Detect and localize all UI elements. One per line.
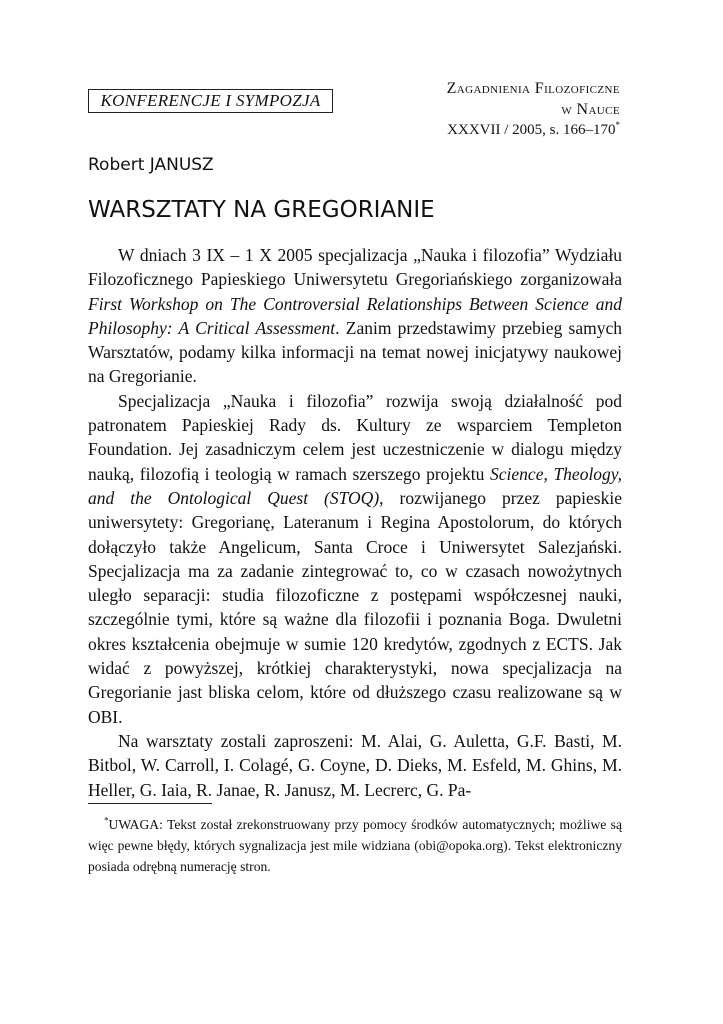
journal-volume-pages: XXXVII / 2005, s. 166–170: [447, 122, 616, 138]
footnote-mark: *: [104, 815, 109, 826]
paragraph-2: [88, 389, 622, 729]
article-body: [88, 243, 622, 802]
footnote-divider: [88, 803, 212, 804]
paragraph-1: [88, 243, 622, 389]
paragraph-2-text-a: Specjalizacja „Nauka i filozofia” rozwija swoją działalność pod patronatem Papieskiej Rady ds. Kultury ze wsparciem Templeton Foundation. Jej zasadniczym celem jest uczestniczenie w dialogu między nauką, filozofią i teologią w ramach szerszego projektu: [88, 390, 622, 484]
footnote: [88, 814, 622, 877]
journal-info: [447, 78, 620, 141]
paragraph-1-text-a: W dniach 3 IX – 1 X 2005 specjalizacja „Nauka i filozofia” Wydziału Filozoficznego Papieskiego Uniwersytetu Gregoriańskiego zorganizowała: [88, 245, 622, 290]
paragraph-1-text-b: . Zanim przedstawimy przebieg samych Warsztatów, podamy kilka informacji na temat nowej inicjatywy naukowej na Gregorianie.: [88, 317, 623, 387]
footnote-marker: *: [615, 120, 620, 130]
journal-subtitle: w Nauce: [561, 101, 620, 118]
footnote-text: UWAGA: Tekst został zrekonstruowany przy pomocy środków automatycznych; możliwe są więc pewne błędy, których sygnalizacja jest mile widziana (obi@opoka.org). Tekst elektroniczny posiada odrębną numerację stron.: [88, 817, 622, 874]
paragraph-2-text-b: , rozwijanego przez papieskie uniwersytety: Gregorianę, Lateranum i Regina Apostolorum, do których dołączyło także Angelicum, Santa Croce i Uniwersytet Salezjański. Specjalizacja ma za zadanie zintegrować to, co w czasach nowożytnych uległo separacji: studia filozoficzne z postępami współczesnej nauki, szczególnie tymi, które są ważne dla filozofii i poznania Boga. Dwuletni okres kształcenia obejmuje w sumie 120 kredytów, zgodnych z ECTS. Jak widać z powyższej, krótkiej charakterystyki, nowa specjalizacja na Gregorianie jast bliska celom, które od dłuższego czasu realizowane są w OBI.: [88, 487, 622, 727]
project-title: Science, Theology, and the Ontological Quest (STOQ): [88, 463, 622, 508]
journal-name: Zagadnienia Filozoficzne: [446, 80, 620, 97]
author-name: Robert JANUSZ: [88, 155, 214, 175]
article-title: WARSZTATY NA GREGORIANIE: [88, 197, 435, 223]
paragraph-3: Na warsztaty zostali zaproszeni: M. Alai, G. Auletta, G.F. Basti, M. Bitbol, W. Carroll, I. Colagé, G. Coyne, D. Dieks, M. Esfeld, M. Ghins, M. Heller, G. Iaia, R. Janae, R. Janusz, M. Lecrerc, G. Pa-: [88, 730, 622, 800]
workshop-title: First Workshop on The Controversial Relationships Between Science and Philosophy: A Critical Assessment: [88, 293, 622, 338]
section-label: KONFERENCJE I SYMPOZJA: [88, 89, 333, 113]
footnote-paragraph: [88, 814, 622, 877]
journal-volume-line: [447, 120, 620, 141]
